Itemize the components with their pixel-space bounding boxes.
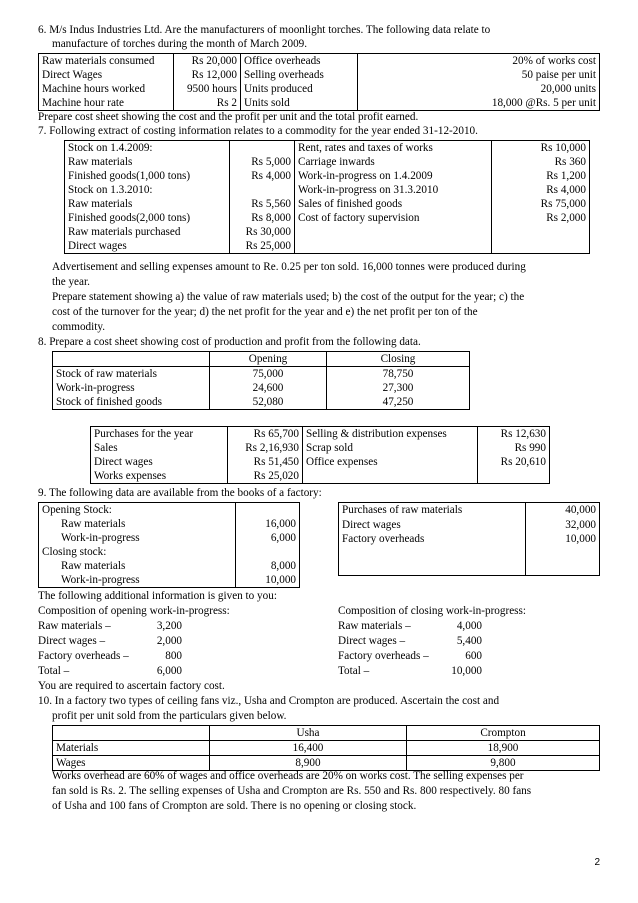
table-cell: 16,400 xyxy=(210,741,407,756)
table-cell: Opening xyxy=(210,352,327,367)
q9-opening-wip-title: Composition of opening work-in-progress: xyxy=(38,605,230,617)
q9-close-label-1: Direct wages – xyxy=(338,635,406,647)
table-cell: 16,000 xyxy=(236,517,300,531)
q9-closing-wip-title: Composition of closing work-in-progress: xyxy=(338,605,526,617)
table-cell: 52,080 xyxy=(210,395,327,410)
table-cell: Raw materials xyxy=(39,517,236,531)
table-row xyxy=(65,225,590,239)
table-cell xyxy=(53,352,210,367)
q8-stock-table xyxy=(52,351,470,410)
table-row xyxy=(53,741,600,756)
table-row xyxy=(339,518,600,532)
table-row xyxy=(53,726,600,741)
table-cell: 27,300 xyxy=(327,381,470,395)
table-cell: Opening Stock: xyxy=(39,503,236,518)
table-cell: Wages xyxy=(53,756,210,771)
table-cell: Raw materials xyxy=(39,559,236,573)
table-cell: Rent, rates and taxes of works xyxy=(295,141,492,156)
table-cell xyxy=(478,469,550,484)
q9-close-label-0: Raw materials – xyxy=(338,620,411,632)
table-cell: Selling overheads xyxy=(241,68,358,82)
table-cell xyxy=(236,503,300,518)
table-cell: 78,750 xyxy=(327,367,470,382)
table-cell: Rs 360 xyxy=(492,155,590,169)
table-cell: Materials xyxy=(53,741,210,756)
table-cell: Purchases for the year xyxy=(91,427,228,442)
table-cell: Raw materials xyxy=(65,197,230,211)
table-cell: Office overheads xyxy=(241,54,358,69)
table-row xyxy=(65,197,590,211)
table-row xyxy=(91,469,550,484)
table-cell: Stock of finished goods xyxy=(53,395,210,410)
table-cell: Crompton xyxy=(407,726,600,741)
table-cell: Rs 1,200 xyxy=(492,169,590,183)
table-cell: Sales of finished goods xyxy=(295,197,492,211)
q6-line1: 6. M/s Indus Industries Ltd. Are the manufacturers of moonlight torches. The following data relate to xyxy=(38,24,491,36)
table-cell: Machine hours worked xyxy=(39,82,174,96)
table-row xyxy=(39,96,600,111)
table-cell: Units produced xyxy=(241,82,358,96)
table-cell: Closing stock: xyxy=(39,545,236,559)
table-cell: Raw materials xyxy=(65,155,230,169)
table-cell: Rs 51,450 xyxy=(228,455,303,469)
q10-fans-table xyxy=(52,725,600,771)
table-row xyxy=(91,441,550,455)
q9-stock-table xyxy=(38,502,300,588)
table-cell: 32,000 xyxy=(526,518,600,532)
table-cell: Rs 10,000 xyxy=(492,141,590,156)
q6-instruction: Prepare cost sheet showing the cost and the profit per unit and the total profit earned. xyxy=(38,111,419,123)
table-cell: Works expenses xyxy=(91,469,228,484)
table-row xyxy=(53,352,470,367)
table-cell: Carriage inwards xyxy=(295,155,492,169)
table-cell: Stock on 1.3.2010: xyxy=(65,183,230,197)
table-cell: Stock of raw materials xyxy=(53,367,210,382)
table-cell xyxy=(492,225,590,239)
table-cell: Cost of factory supervision xyxy=(295,211,492,225)
table-row xyxy=(39,531,300,545)
q7-para1-line2: the year. xyxy=(52,276,90,288)
table-cell: Direct Wages xyxy=(39,68,174,82)
table-row xyxy=(65,183,590,197)
table-cell: Office expenses xyxy=(303,455,478,469)
table-cell: Rs 20,610 xyxy=(478,455,550,469)
table-cell: Rs 25,020 xyxy=(228,469,303,484)
table-cell: Factory overheads xyxy=(339,532,526,547)
q9-purchases-table xyxy=(338,502,600,576)
table-cell: Direct wages xyxy=(91,455,228,469)
table-cell: Direct wages xyxy=(65,239,230,254)
q7-line1: 7. Following extract of costing information relates to a commodity for the year ended 31-12-2010. xyxy=(38,125,478,137)
q6-line2: manufacture of torches during the month of March 2009. xyxy=(52,38,308,50)
table-cell: Rs 5,000 xyxy=(230,155,295,169)
table-cell: Stock on 1.4.2009: xyxy=(65,141,230,156)
q9-open-label-2: Factory overheads – xyxy=(38,650,129,662)
table-cell: Rs 25,000 xyxy=(230,239,295,254)
table-cell: Work-in-progress on 31.3.2010 xyxy=(295,183,492,197)
q7-para1-line1: Advertisement and selling expenses amount to Re. 0.25 per ton sold. 16,000 tonnes were produced during xyxy=(52,261,526,273)
table-cell: Rs 12,000 xyxy=(174,68,241,82)
q9-open-value-0: 3,200 xyxy=(156,620,182,632)
table-cell xyxy=(303,469,478,484)
table-row xyxy=(39,573,300,588)
table-cell xyxy=(230,183,295,197)
table-cell: Rs 30,000 xyxy=(230,225,295,239)
table-cell: 10,000 xyxy=(236,573,300,588)
page-number: 2 xyxy=(594,857,600,868)
table-cell: Sales xyxy=(91,441,228,455)
table-row xyxy=(53,381,470,395)
table-cell: Selling & distribution expenses xyxy=(303,427,478,442)
table-row xyxy=(39,517,300,531)
q9-ask: You are required to ascertain factory cost. xyxy=(38,680,225,692)
table-row xyxy=(339,503,600,518)
table-cell: Rs 75,000 xyxy=(492,197,590,211)
table-row xyxy=(39,54,600,69)
q9-open-value-1: 2,000 xyxy=(156,635,182,647)
table-row xyxy=(65,211,590,225)
table-cell: Finished goods(2,000 tons) xyxy=(65,211,230,225)
table-cell: Work-in-progress xyxy=(53,381,210,395)
table-cell: 9,800 xyxy=(407,756,600,771)
q10-para-line1: Works overhead are 60% of wages and office overheads are 20% on works cost. The selling expenses per xyxy=(52,770,524,782)
q9-open-label-0: Raw materials – xyxy=(38,620,111,632)
table-row xyxy=(65,169,590,183)
q10-para-line3: of Usha and 100 fans of Crompton are sold. There is no opening or closing stock. xyxy=(52,800,417,812)
q10-line1: 10. In a factory two types of ceiling fans viz., Usha and Crompton are produced. Ascertain the cost and xyxy=(38,695,500,707)
table-row xyxy=(65,141,590,156)
table-cell: Machine hour rate xyxy=(39,96,174,111)
table-row xyxy=(65,239,590,254)
table-row xyxy=(91,427,550,442)
q9-open-label-3: Total – xyxy=(38,665,70,677)
q9-close-label-2: Factory overheads – xyxy=(338,650,429,662)
table-row xyxy=(339,532,600,547)
q6-table xyxy=(38,53,600,111)
table-row xyxy=(39,82,600,96)
table-cell: Direct wages xyxy=(339,518,526,532)
table-cell: 9500 hours xyxy=(174,82,241,96)
table-cell: Work-in-progress xyxy=(39,573,236,588)
table-row xyxy=(53,756,600,771)
table-cell: Scrap sold xyxy=(303,441,478,455)
table-cell: Rs 2 xyxy=(174,96,241,111)
q7-para2-line2: cost of the turnover for the year; d) the net profit for the year and e) the net profit per ton of the xyxy=(52,306,478,318)
q8-line1: 8. Prepare a cost sheet showing cost of production and profit from the following data. xyxy=(38,336,421,348)
table-row xyxy=(339,547,600,576)
q9-open-value-2: 800 xyxy=(165,650,182,662)
table-cell xyxy=(236,545,300,559)
table-cell: Work-in-progress xyxy=(39,531,236,545)
table-cell xyxy=(53,726,210,741)
table-row xyxy=(39,503,300,518)
table-cell: Finished goods(1,000 tons) xyxy=(65,169,230,183)
table-cell: Rs 65,700 xyxy=(228,427,303,442)
q9-close-value-3: 10,000 xyxy=(451,665,482,677)
table-cell: 24,600 xyxy=(210,381,327,395)
table-cell: 10,000 xyxy=(526,532,600,547)
table-cell: Rs 20,000 xyxy=(174,54,241,69)
q7-para2-line3: commodity. xyxy=(52,321,106,333)
table-cell: 40,000 xyxy=(526,503,600,518)
table-cell: 47,250 xyxy=(327,395,470,410)
table-row xyxy=(53,367,470,382)
q9-close-value-2: 600 xyxy=(465,650,482,662)
table-row xyxy=(65,155,590,169)
table-row xyxy=(53,395,470,410)
q8-expenses-table xyxy=(90,426,550,484)
table-cell: 18,900 xyxy=(407,741,600,756)
q9-close-value-0: 4,000 xyxy=(456,620,482,632)
q9-close-value-1: 5,400 xyxy=(456,635,482,647)
table-cell xyxy=(295,225,492,239)
table-cell: Rs 8,000 xyxy=(230,211,295,225)
table-cell xyxy=(526,547,600,576)
table-cell xyxy=(492,239,590,254)
table-cell: Rs 4,000 xyxy=(230,169,295,183)
table-cell: 6,000 xyxy=(236,531,300,545)
table-cell: Rs 4,000 xyxy=(492,183,590,197)
q9-additional-info: The following additional information is given to you: xyxy=(38,590,277,602)
table-cell: 75,000 xyxy=(210,367,327,382)
q7-para2-line1: Prepare statement showing a) the value of raw materials used; b) the cost of the output for the year; c) the xyxy=(52,291,525,303)
table-cell: 8,000 xyxy=(236,559,300,573)
q9-open-value-3: 6,000 xyxy=(156,665,182,677)
table-cell: Units sold xyxy=(241,96,358,111)
q7-table xyxy=(64,140,590,254)
q9-line1: 9. The following data are available from the books of a factory: xyxy=(38,487,322,499)
table-cell: 18,000 @Rs. 5 per unit xyxy=(358,96,600,111)
table-cell: 8,900 xyxy=(210,756,407,771)
table-cell: Rs 12,630 xyxy=(478,427,550,442)
q9-close-label-3: Total – xyxy=(338,665,370,677)
table-cell: Rs 990 xyxy=(478,441,550,455)
table-row xyxy=(91,455,550,469)
table-cell: 20% of works cost xyxy=(358,54,600,69)
table-cell: Raw materials consumed xyxy=(39,54,174,69)
table-cell xyxy=(230,141,295,156)
table-row xyxy=(39,559,300,573)
table-cell: Closing xyxy=(327,352,470,367)
table-row xyxy=(39,68,600,82)
q10-para-line2: fan sold is Rs. 2. The selling expenses of Usha and Crompton are Rs. 550 and Rs. 800 respectively. 80 fans xyxy=(52,785,532,797)
table-cell: Usha xyxy=(210,726,407,741)
table-cell: Raw materials purchased xyxy=(65,225,230,239)
table-cell: Work-in-progress on 1.4.2009 xyxy=(295,169,492,183)
q10-line2: profit per unit sold from the particulars given below. xyxy=(52,710,287,722)
table-cell: Purchases of raw materials xyxy=(339,503,526,518)
table-cell: Rs 5,560 xyxy=(230,197,295,211)
table-cell: Rs 2,000 xyxy=(492,211,590,225)
table-cell xyxy=(339,547,526,576)
table-row xyxy=(39,545,300,559)
table-cell xyxy=(295,239,492,254)
table-cell: 20,000 units xyxy=(358,82,600,96)
q9-open-label-1: Direct wages – xyxy=(38,635,106,647)
table-cell: Rs 2,16,930 xyxy=(228,441,303,455)
table-cell: 50 paise per unit xyxy=(358,68,600,82)
